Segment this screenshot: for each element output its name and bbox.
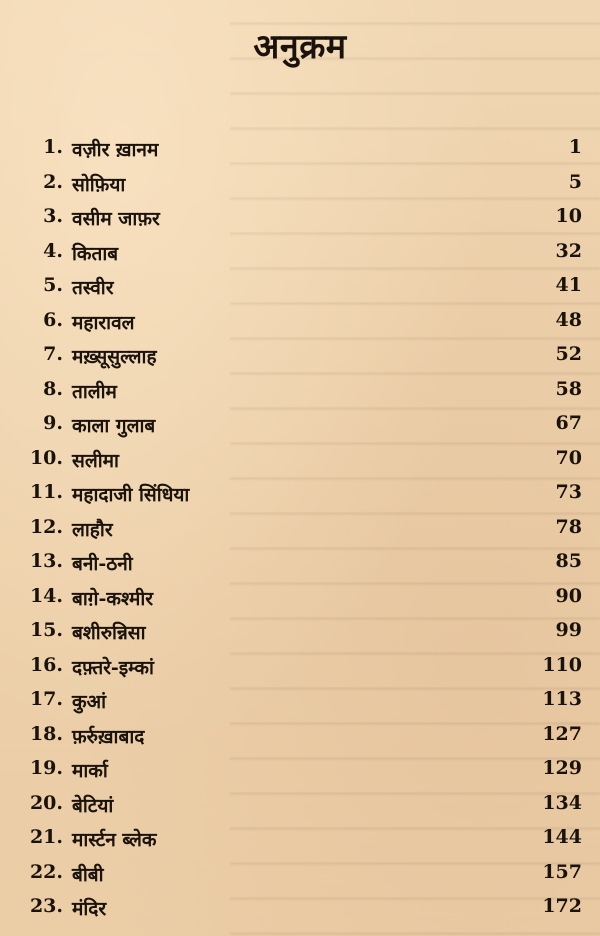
toc-entry-page: 73 <box>555 481 582 503</box>
toc-entry-page: 127 <box>542 722 582 745</box>
toc-entry <box>0 408 600 443</box>
toc-entry-page: 41 <box>555 274 582 296</box>
toc-entry-title: मार्का <box>72 760 108 782</box>
toc-entry <box>0 201 600 236</box>
toc-entry-number: 5. <box>43 274 63 296</box>
toc-entry-title: मख़्सूसुल्लाह <box>72 346 157 368</box>
toc-entry-title: मंदिर <box>72 898 107 920</box>
toc-entry-page: 157 <box>542 860 582 883</box>
toc-entry <box>0 374 600 409</box>
toc-entry-page: 172 <box>542 895 582 917</box>
toc-entry-page: 134 <box>542 791 582 814</box>
toc-entry-title: सलीमा <box>72 449 119 472</box>
toc-entry-page: 99 <box>555 619 582 641</box>
toc-entry-page: 85 <box>555 550 582 572</box>
toc-entry <box>0 581 600 616</box>
toc-entry-page: 78 <box>555 515 582 538</box>
toc-entry <box>0 753 600 788</box>
toc-entry-page: 90 <box>555 584 582 607</box>
toc-entry-page: 1 <box>568 136 582 158</box>
toc-entry-number: 16. <box>29 653 63 676</box>
toc-entry <box>0 788 600 823</box>
toc-entry <box>0 132 600 167</box>
toc-entry-title: फ़र्रुख़ाबाद <box>72 725 145 748</box>
toc-entry <box>0 443 600 478</box>
toc-entry-title: महारावल <box>72 311 135 334</box>
toc-entry-title: तस्वीर <box>72 277 114 299</box>
toc-entry-title: बशीरुन्निसा <box>72 622 146 644</box>
toc-entry-title: महादाजी सिंधिया <box>72 484 190 506</box>
toc-entry <box>0 822 600 857</box>
toc-entry-page: 110 <box>542 653 582 676</box>
toc-entry-page: 10 <box>555 205 582 227</box>
toc-entry-title: वज़ीर ख़ानम <box>72 139 159 161</box>
toc-entry-page: 67 <box>555 412 582 434</box>
toc-entry-number: 18. <box>29 722 63 745</box>
toc-entry-number: 1. <box>43 136 63 158</box>
toc-entry-number: 7. <box>43 343 63 365</box>
page-title: अनुक्रम <box>253 27 347 67</box>
toc-entry-number: 17. <box>29 688 63 710</box>
toc-entry-number: 9. <box>43 412 63 434</box>
toc-entry <box>0 477 600 512</box>
toc-entry <box>0 270 600 305</box>
toc-entry-title: दफ़्तरे-इम्कां <box>72 656 154 679</box>
toc-entry-title: काला गुलाब <box>72 415 156 437</box>
toc-entry-number: 22. <box>29 860 63 883</box>
toc-entry-page: 52 <box>555 343 582 365</box>
toc-entry-title: कुआं <box>72 691 107 713</box>
toc-entry-page: 144 <box>542 826 582 848</box>
toc-entry-page: 5 <box>568 170 582 193</box>
toc-entry-title: बीबी <box>72 863 104 886</box>
toc-entry-title: मार्स्टन ब्लेक <box>72 829 157 851</box>
toc-entry-page: 129 <box>542 757 582 779</box>
toc-entry-page: 58 <box>555 377 582 400</box>
toc-entry-page: 48 <box>555 308 582 331</box>
toc-entry <box>0 339 600 374</box>
toc-entry-number: 23. <box>29 895 63 917</box>
toc-entry-title: वसीम जाफ़र <box>72 208 160 230</box>
toc-entry-number: 15. <box>29 619 63 641</box>
toc-entry <box>0 719 600 754</box>
toc-entry-number: 13. <box>29 550 63 572</box>
toc-entry-number: 12. <box>29 515 63 538</box>
toc-entry-title: बेटियां <box>72 794 114 817</box>
toc-entry <box>0 891 600 926</box>
toc-entry-number: 21. <box>29 826 63 848</box>
toc-entry-title: बाग़े-कश्मीर <box>72 587 154 610</box>
toc-entry-number: 6. <box>43 308 63 331</box>
toc-entry <box>0 236 600 271</box>
toc-entry <box>0 512 600 547</box>
toc-entry-number: 3. <box>43 205 63 227</box>
toc-entry-title: तालीम <box>72 380 117 403</box>
toc-entry-number: 4. <box>43 239 63 262</box>
toc-entry <box>0 305 600 340</box>
toc-entry-title: किताब <box>72 242 119 265</box>
toc-entry <box>0 650 600 685</box>
toc-entry <box>0 684 600 719</box>
toc-entry <box>0 857 600 892</box>
toc-entry-number: 2. <box>43 170 63 193</box>
toc-entry-title: सोफ़िया <box>72 173 126 196</box>
toc-entry <box>0 546 600 581</box>
toc-entry-page: 32 <box>555 239 582 262</box>
toc-entry-title: लाहौर <box>72 518 113 541</box>
table-of-contents <box>0 132 600 926</box>
toc-entry-page: 113 <box>542 688 582 710</box>
toc-entry-number: 14. <box>29 584 63 607</box>
toc-entry <box>0 167 600 202</box>
toc-entry-number: 10. <box>29 446 63 469</box>
toc-entry-number: 20. <box>29 791 63 814</box>
toc-entry-number: 11. <box>29 481 63 503</box>
toc-entry-number: 8. <box>43 377 63 400</box>
toc-entry-page: 70 <box>555 446 582 469</box>
toc-entry <box>0 615 600 650</box>
toc-entry-title: बनी-ठनी <box>72 553 133 575</box>
toc-entry-number: 19. <box>29 757 63 779</box>
